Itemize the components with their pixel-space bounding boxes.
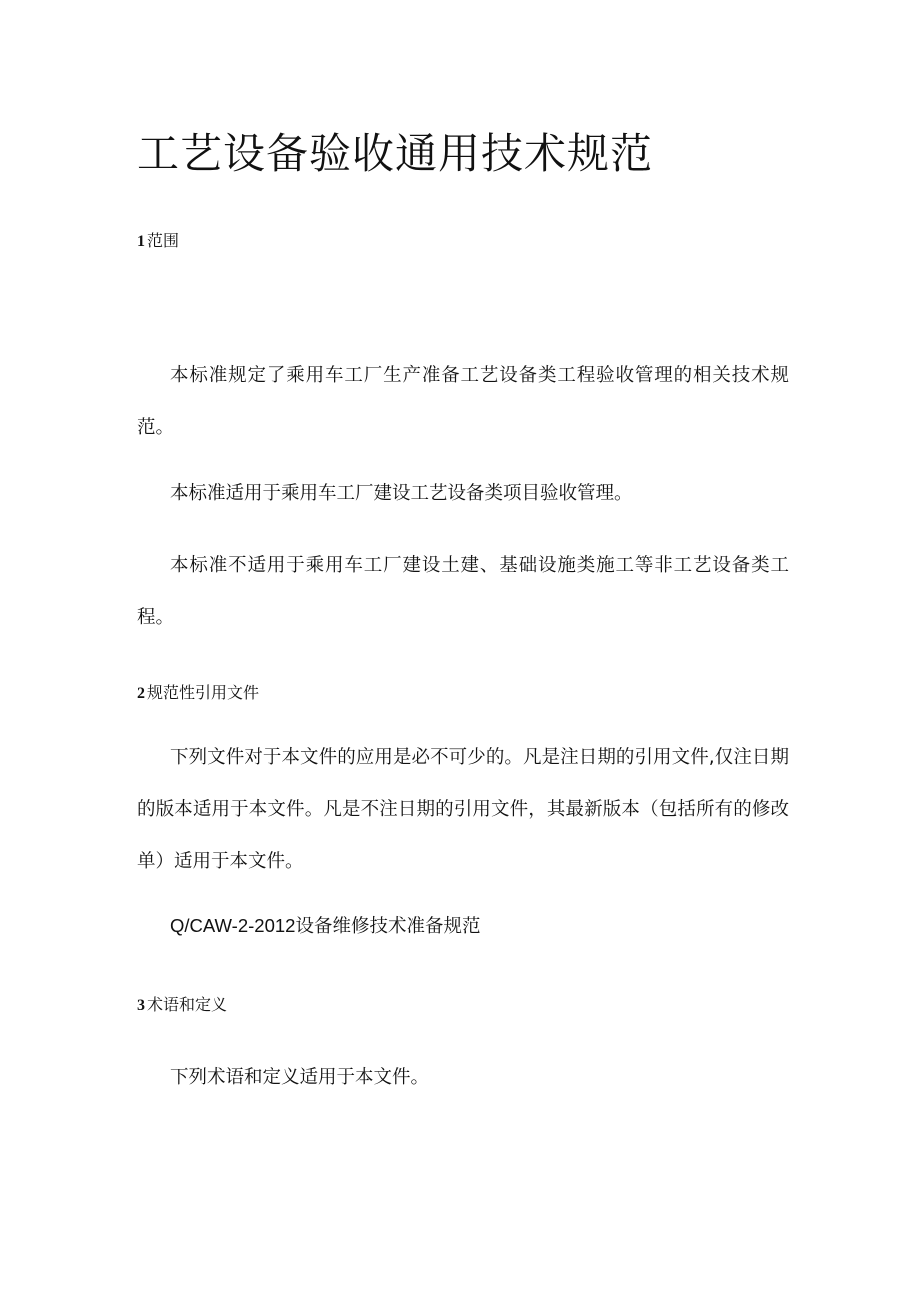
section-3-number: 3 xyxy=(137,997,145,1014)
section-1-paragraph-3: 本标准不适用于乘用车工厂建设土建、基础设施类施工等非工艺设备类工程。 xyxy=(137,555,789,628)
document-title: 工艺设备验收通用技术规范 xyxy=(137,129,654,178)
section-2-number: 2 xyxy=(137,685,145,702)
reference-title: 设备维修技术准备规范 xyxy=(295,916,481,937)
section-3-heading xyxy=(137,994,227,1017)
section-2-reference xyxy=(137,900,789,953)
section-1-number: 1 xyxy=(137,233,145,250)
section-2-title: 规范性引用文件 xyxy=(147,683,260,702)
section-1-heading xyxy=(137,230,179,253)
section-2-heading xyxy=(137,682,259,705)
section-1-title: 范围 xyxy=(147,231,180,250)
section-3-title: 术语和定义 xyxy=(147,995,228,1014)
section-1-paragraph-1: 本标准规定了乘用车工厂生产准备工艺设备类工程验收管理的相关技术规范。 xyxy=(137,365,789,438)
section-2-paragraph-1: 下列文件对于本文件的应用是必不可少的。凡是注日期的引用文件,仅注日期的版本适用于本文件。凡是不注日期的引用文件，其最新版本（包括所有的修改单）适用于本文件。 xyxy=(137,747,789,872)
reference-code: Q/CAW-2-2012 xyxy=(170,915,296,936)
section-1-paragraph-2: 本标准适用于乘用车工厂建设工艺设备类项目验收管理。 xyxy=(170,483,633,504)
section-3-paragraph-1: 下列术语和定义适用于本文件。 xyxy=(170,1067,430,1088)
